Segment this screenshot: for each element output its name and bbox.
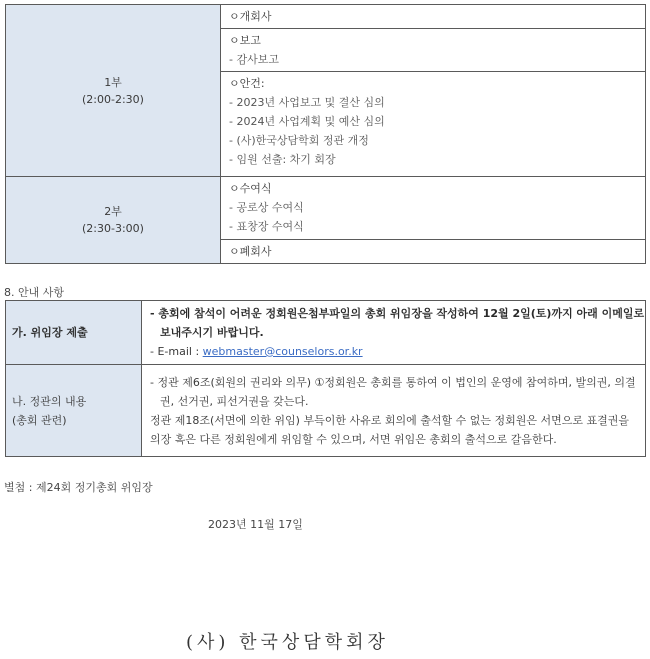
proxy-content	[142, 301, 646, 365]
bylaws-line: 권, 선거권, 피선거권을 갖는다.	[160, 394, 309, 408]
bylaws-label	[6, 365, 142, 457]
bylaws-label-line: 나. 정관의 내용	[12, 394, 87, 408]
proxy-label: 가. 위임장 제출	[6, 301, 142, 365]
part1-time: (2:00-2:30)	[82, 92, 144, 106]
agenda-cell	[221, 72, 646, 177]
schedule-table	[5, 4, 646, 264]
award-cell	[221, 177, 646, 240]
part2-time: (2:30-3:00)	[82, 222, 144, 235]
part2-name: 2부	[104, 205, 122, 218]
agenda-item: - (사)한국상담학회 정관 개정	[229, 134, 369, 147]
report-item: - 감사보고	[229, 53, 279, 66]
bylaws-line: - 정관 제6조(회원의 권리와 의무) ①정회원은 총회를 통하여 이 법인의 운영에 참여하며, 발의권, 의결	[150, 375, 636, 389]
award-item: - 표창장 수여식	[229, 220, 304, 233]
award-item: - 공로상 수여식	[229, 201, 304, 214]
bylaws-line: 의장 혹은 다른 정회원에게 위임할 수 있으며, 서면 위임은 총회의 출석으로 갈음한다.	[150, 432, 557, 446]
bylaws-label-line: (총회 관련)	[12, 413, 67, 427]
bylaws-content	[142, 365, 646, 457]
document-date: 2023년 11월 17일	[208, 518, 303, 531]
notice-section-title: 8. 안내 사항	[4, 286, 64, 299]
proxy-line: - 총회에 참석이 어려운 정회원은첨부파일의 총회 위임장을 작성하여 12월 2일(토)까지 아래 이메일로	[150, 307, 645, 320]
closing-item: ㅇ폐회사	[229, 245, 272, 258]
proxy-line: 보내주시기 바랍니다.	[160, 326, 264, 339]
report-cell	[221, 29, 646, 72]
agenda-title: ㅇ안건:	[229, 77, 265, 90]
part2-cell	[6, 177, 221, 264]
opening-item: ㅇ개회사	[229, 10, 272, 23]
attachment-note: 별첨 : 제24회 정기총회 위임장	[4, 481, 153, 494]
notice-table	[5, 300, 646, 457]
closing-cell	[221, 240, 646, 264]
bylaws-line: 정관 제18조(서면에 의한 위임) 부득이한 사유로 회의에 출석할 수 없는 정회원은 서면으로 표결권을	[150, 413, 629, 427]
award-title: ㅇ수여식	[229, 182, 272, 195]
email-label: - E-mail :	[150, 345, 203, 358]
email-link[interactable]: webmaster@counselors.or.kr	[202, 345, 363, 358]
opening-cell	[221, 5, 646, 29]
organization-signature: (사) 한국상담학회장	[186, 632, 389, 653]
part1-name: 1부	[104, 75, 122, 89]
agenda-item: - 임원 선출: 차기 회장	[229, 153, 336, 166]
agenda-item: - 2024년 사업계획 및 예산 심의	[229, 115, 385, 128]
agenda-item: - 2023년 사업보고 및 결산 심의	[229, 96, 385, 109]
report-title: ㅇ보고	[229, 34, 261, 47]
part1-cell	[6, 5, 221, 177]
